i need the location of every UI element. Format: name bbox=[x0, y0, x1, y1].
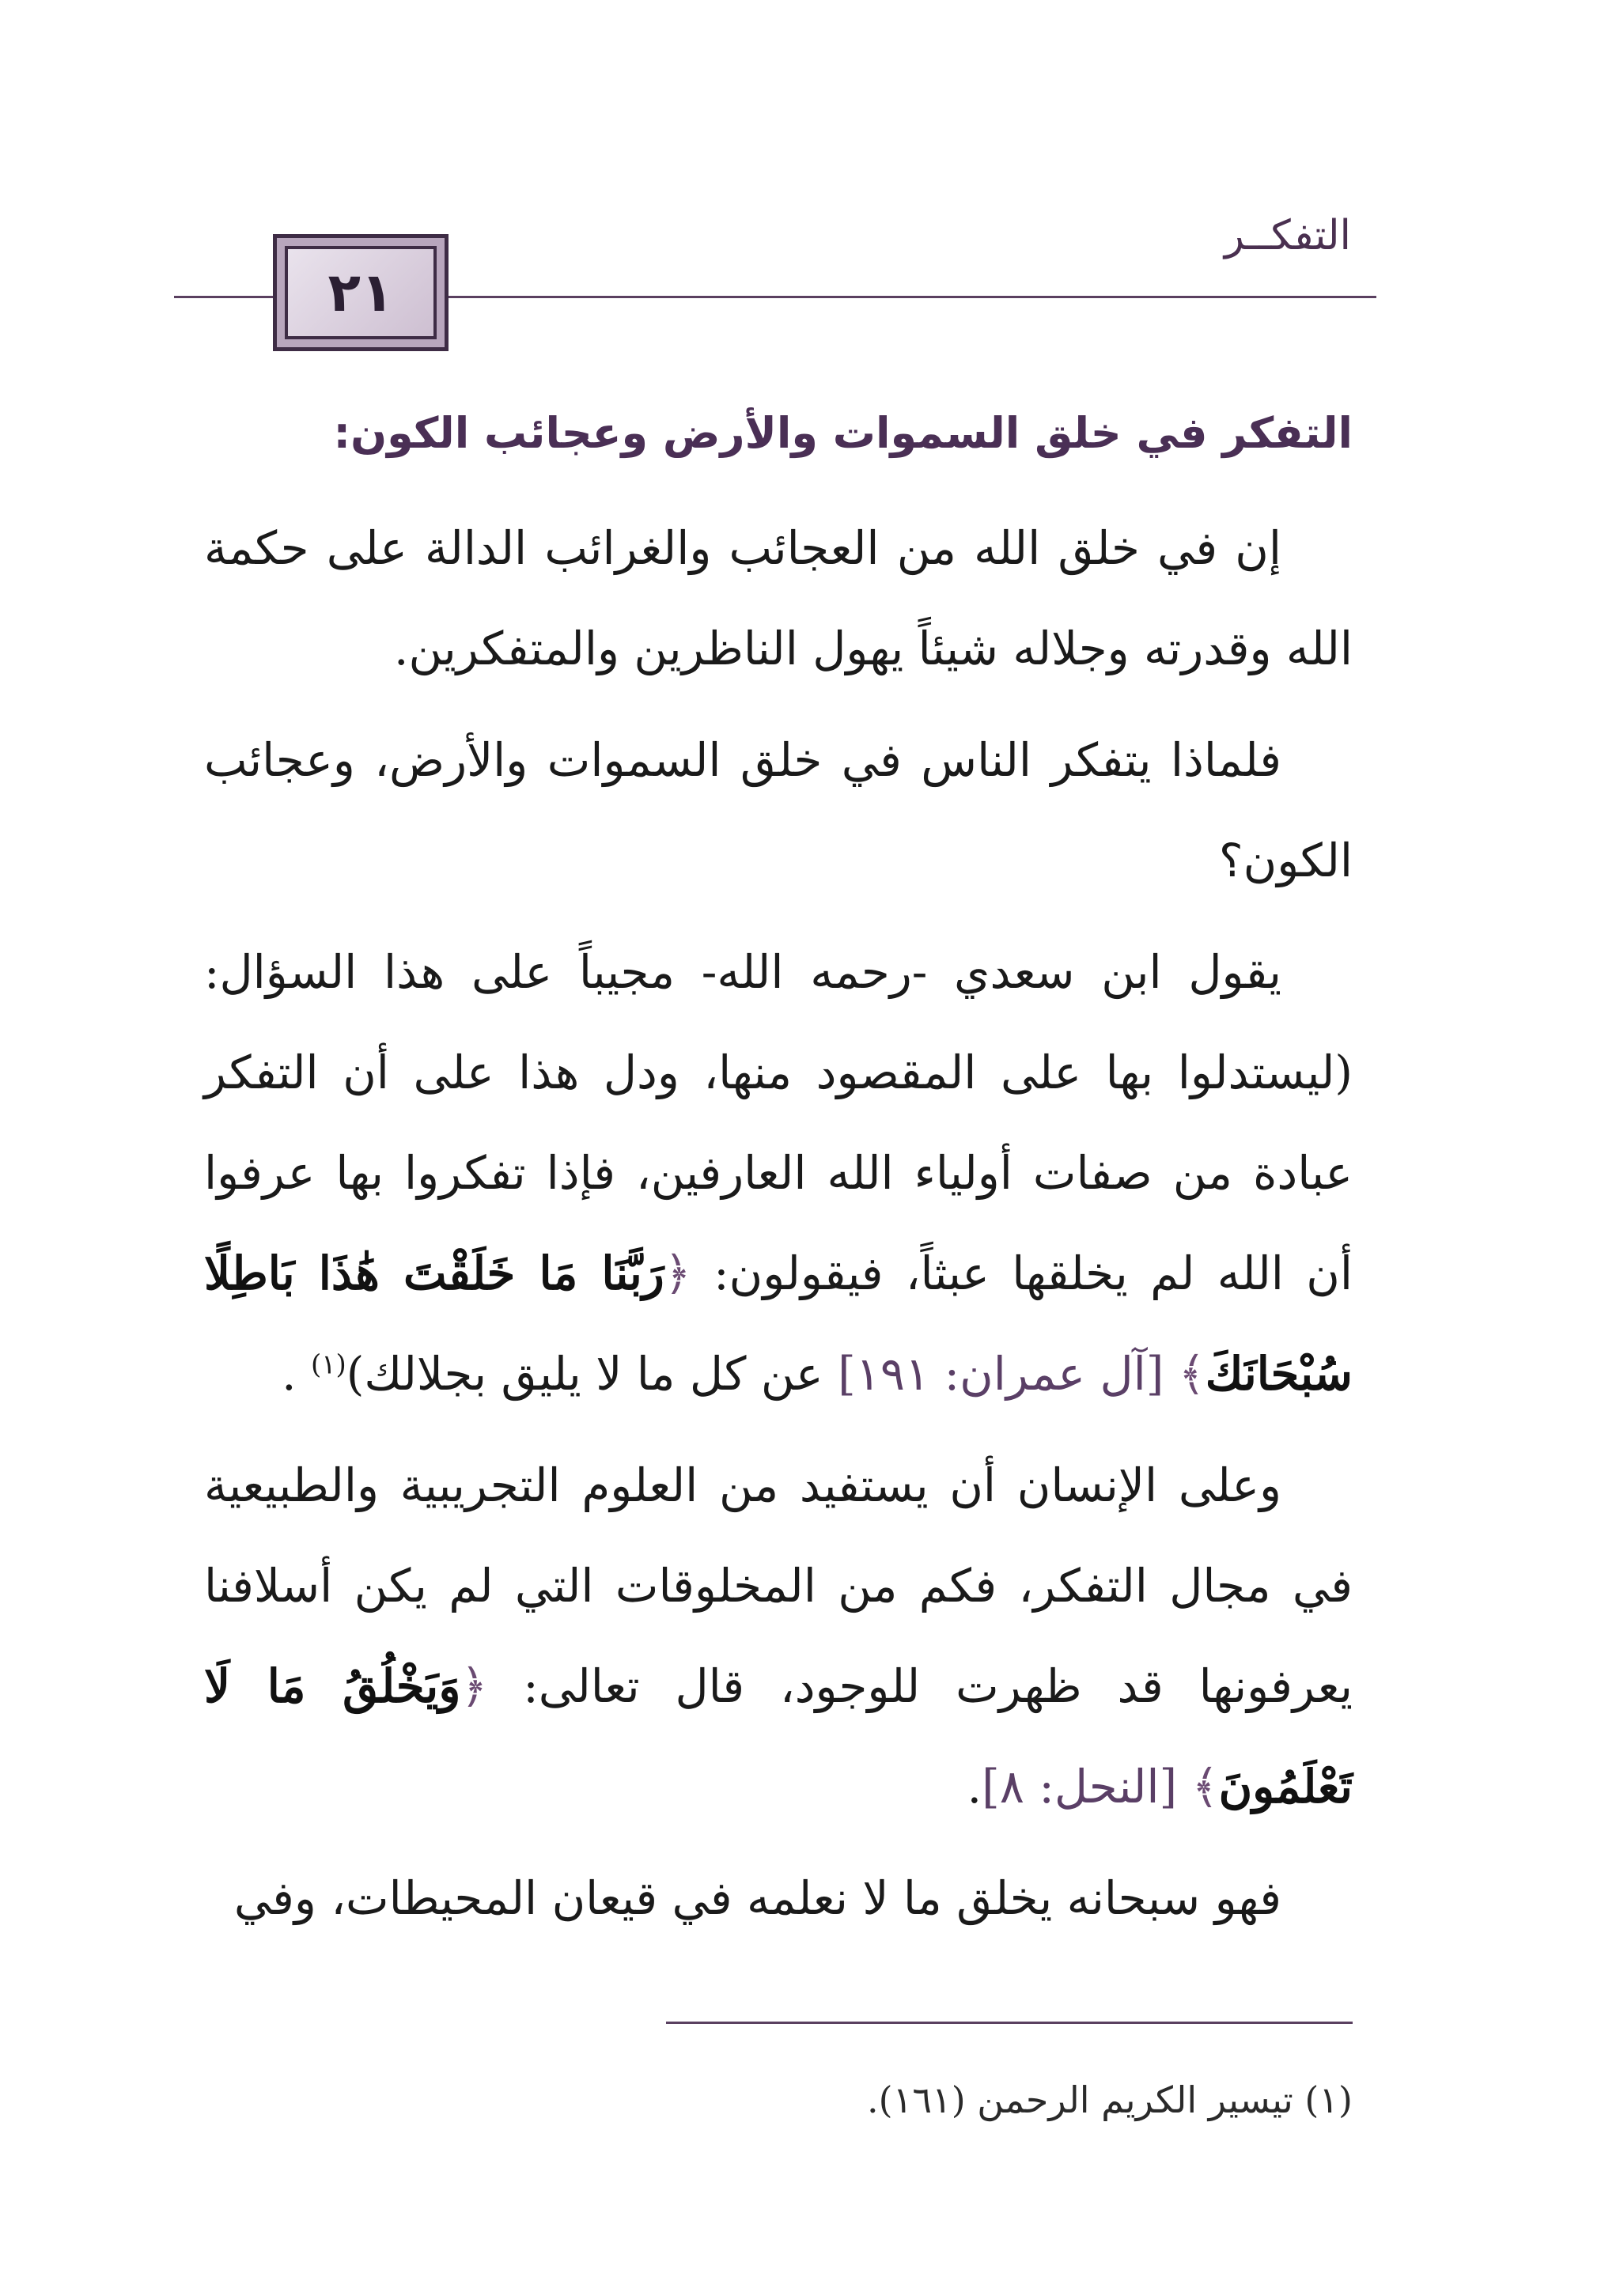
page-number: ٢١ bbox=[327, 261, 394, 324]
paragraph-1: إن في خلق الله من العجائب والغرائب الدالة على حكمة الله وقدرته وجلاله شيئاً يهول الناظرين والمتفكرين. bbox=[204, 520, 1353, 675]
paragraph-5: فهو سبحانه يخلق ما لا نعلمه في قيعان المحيطات، وفي bbox=[233, 1870, 1281, 1925]
paragraph-3-end: . bbox=[282, 1346, 311, 1401]
footnote-marker: (١) bbox=[310, 1348, 346, 1381]
page-body bbox=[204, 403, 1353, 1960]
paragraph-3-intro: يقول ابن سعدي -رحمه الله- مجيباً على هذا السؤال: (ليستدلوا بها على المقصود منها، ودل هذا على أن التفكر عبادة من صفات أولياء الله العارفين، فإذا تفكروا بها عرفوا أن الله لم يخلقها عبثاً، فيقولون: bbox=[204, 944, 1353, 1300]
quran-bracket-open: ﴿ bbox=[664, 1246, 691, 1300]
running-title: التفكــر bbox=[1224, 212, 1351, 259]
paragraph-3-after: عن كل ما لا يليق بجلالك) bbox=[346, 1346, 838, 1401]
paragraph-2: فلماذا يتفكر الناس في خلق السموات والأرض، وعجائب الكون؟ bbox=[204, 732, 1353, 887]
quran-verse: رَبَّنَا مَا خَلَقْتَ هَٰذَا بَاطِلًا سُبْحَانَكَ bbox=[204, 1246, 1353, 1401]
paragraph-4 bbox=[204, 1435, 1353, 1837]
quran-bracket-open: ﴿ bbox=[460, 1659, 488, 1713]
footnote: (١) تيسير الكريم الرحمن (١٦١). bbox=[867, 2079, 1353, 2121]
surah-reference: [النحل: ٨] bbox=[982, 1759, 1178, 1814]
page-number-box bbox=[273, 234, 449, 351]
quran-bracket-close: ﴾ bbox=[1191, 1759, 1219, 1814]
paragraph-4-end: . bbox=[967, 1759, 982, 1814]
quran-verse: وَيَخْلُقُ مَا لَا تَعْلَمُونَ bbox=[204, 1659, 1353, 1814]
paragraph-3 bbox=[204, 922, 1353, 1424]
footnote-rule bbox=[666, 2022, 1353, 2024]
quran-bracket-close: ﴾ bbox=[1178, 1346, 1206, 1401]
surah-reference: [آل عمران: ١٩١] bbox=[838, 1346, 1164, 1401]
paragraph-4-intro: وعلى الإنسان أن يستفيد من العلوم التجريبية والطبيعية في مجال التفكر، فكم من المخلوقات التي لم يكن أسلافنا يعرفونها قد ظهرت للوجود، قال تعالى: bbox=[204, 1458, 1353, 1713]
section-heading: التفكر في خلق السموات والأرض وعجائب الكون: bbox=[333, 408, 1353, 458]
